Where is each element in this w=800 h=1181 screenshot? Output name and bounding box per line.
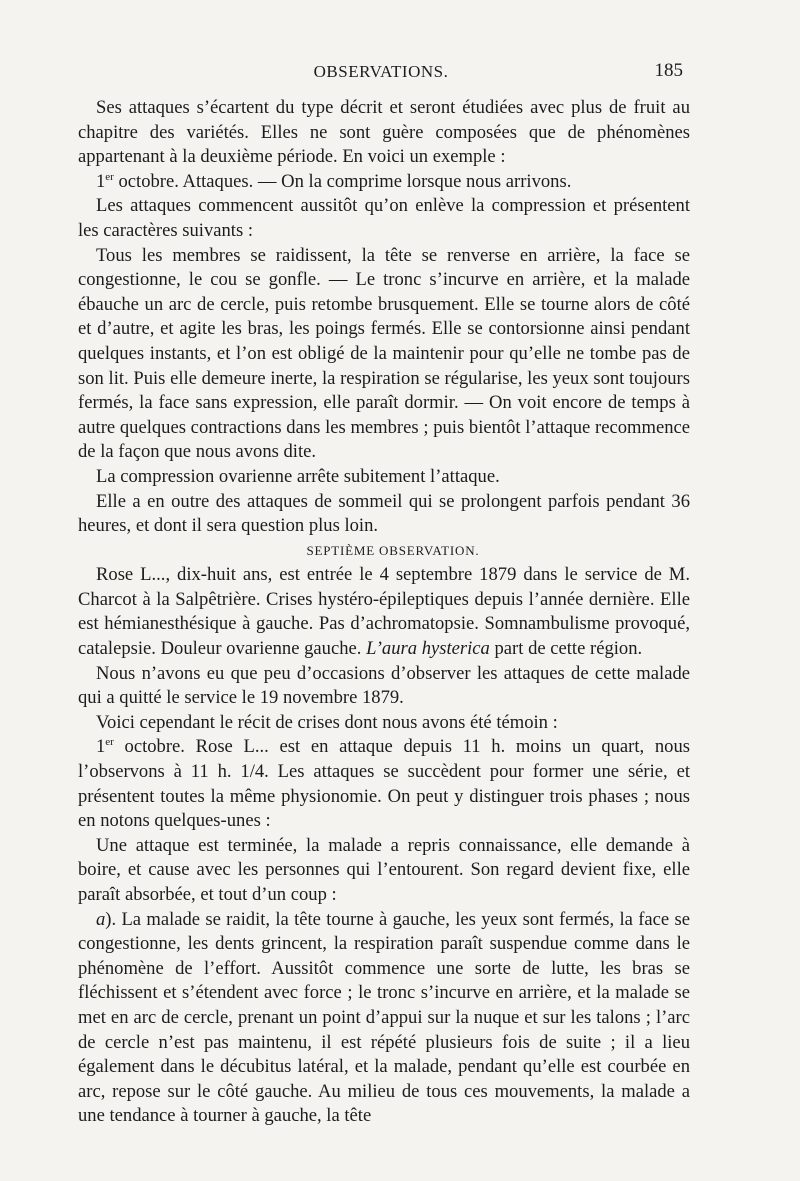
running-title: OBSERVATIONS. <box>313 62 449 81</box>
paragraph-intro-4: Tous les membres se raidissent, la tête se renverse en arrière, la face se congestionne, le cou se gonfle. — Le tronc s’incurve en arrière, et la malade ébauche un arc de cercle, puis retombe brusquement. Elle se tourne alors de côté et d’autre, et agite les bras, les poings fermés. Elle se contorsionne ainsi pendant quelques instants, et l’on est obligé de la maintenir pour qu’elle ne tombe pas de son lit. Puis elle demeure inerte, la respiration se régularise, les yeux sont toujours fermés, la face sans expression, elle paraît dormir. — On voit encore de temps à autre quelques contractions dans les membres ; puis bientôt l’attaque recommence de la façon que nous avons dite. <box>78 244 690 463</box>
paragraph-obs-3: Voici cependant le récit de crises dont nous avons été témoin : <box>96 711 558 733</box>
paragraph-intro-5: La compression ovarienne arrête subitement l’attaque. <box>96 465 500 487</box>
paragraph-intro-2 <box>78 170 690 195</box>
paragraph-obs-1-text-a: Rose L..., dix-huit ans, est entrée le 4 septembre 1879 dans le service de M. Charcot à la Salpêtrière. Crises hystéro-épileptiques depuis l’année dernière. Elle est hémianesthésique à gauche. Pas d’achromatopsie. Somnambulisme provoqué, catalepsie. Douleur ovarienne gauche. <box>78 564 690 660</box>
paragraph-obs-6 <box>78 908 690 1129</box>
paragraph-intro-6: Elle a en outre des attaques de sommeil qui se prolongent parfois pendant 36 heures, et dont il sera question plus loin. <box>78 490 690 537</box>
paragraph-intro-3: Les attaques commencent aussitôt qu’on enlève la compression et présentent les caractères suivants : <box>78 195 690 241</box>
paragraph-obs-4-text: octobre. Rose L... est en attaque depuis 11 h. moins un quart, nous l’observons à 11 h. 1/4. Les attaques se succèdent pour former une série, et présentent toutes la même physionomie. On peut y distinguer trois phases ; nous en notons quelques-unes : <box>78 736 690 832</box>
phase-marker: a <box>96 908 106 930</box>
paragraph-intro-2-text: octobre. Attaques. — On la comprime lorsque nous arrivons. <box>113 170 572 192</box>
date-day: 1 <box>96 736 106 758</box>
paragraph-obs-5: Une attaque est terminée, la malade a repris connaissance, elle demande à boire, et cause avec les personnes qui l’entourent. Son regard devient fixe, elle paraît absorbée, et tout d’un coup : <box>78 834 690 905</box>
paragraph-intro-1: Ses attaques s’écartent du type décrit et seront étudiées avec plus de fruit au chapitre des variétés. Elles ne sont guère composées que de phénomènes appartenant à la deuxième période. En voici un exemple : <box>78 97 690 168</box>
date-day: 1 <box>96 170 106 192</box>
page-number: 185 <box>654 60 683 81</box>
paragraph-obs-1 <box>78 563 690 661</box>
paragraph-obs-4 <box>78 735 690 833</box>
italic-term: L’aura hysterica <box>366 638 490 660</box>
section-title: SEPTIÈME OBSERVATION. <box>306 542 480 558</box>
paragraph-obs-1-text-b: part de cette région. <box>489 638 643 660</box>
paragraph-obs-6-text: ). La malade se raidit, la tête tourne à gauche, les yeux sont fermés, la face se congestionne, les dents grincent, la respiration paraît suspendue comme dans le phénomène de l’effort. Aussitôt commence une sorte de lutte, les bras se fléchissent et s’étendent avec force ; le tronc s’incurve en arrière, et la malade se met en arc de cercle, prenant un point d’appui sur la nuque et sur les talons ; l’arc de cercle n’est pas maintenu, il est répété plusieurs fois de suite ; il a lieu également dans le décubitus latéral, et la malade, pendant qu’elle est courbée en arc, repose sur le côté gauche. Au milieu de tous ces mouvements, la malade a une tendance à tourner à gauche, la tête <box>78 908 690 1127</box>
running-head <box>75 58 687 86</box>
paragraph-obs-2: Nous n’avons eu que peu d’occasions d’observer les attaques de cette malade qui a quitté le service le 19 novembre 1879. <box>78 662 690 709</box>
date-ordinal: er <box>105 170 114 183</box>
body-text <box>78 96 690 1129</box>
date-ordinal: er <box>105 736 114 749</box>
